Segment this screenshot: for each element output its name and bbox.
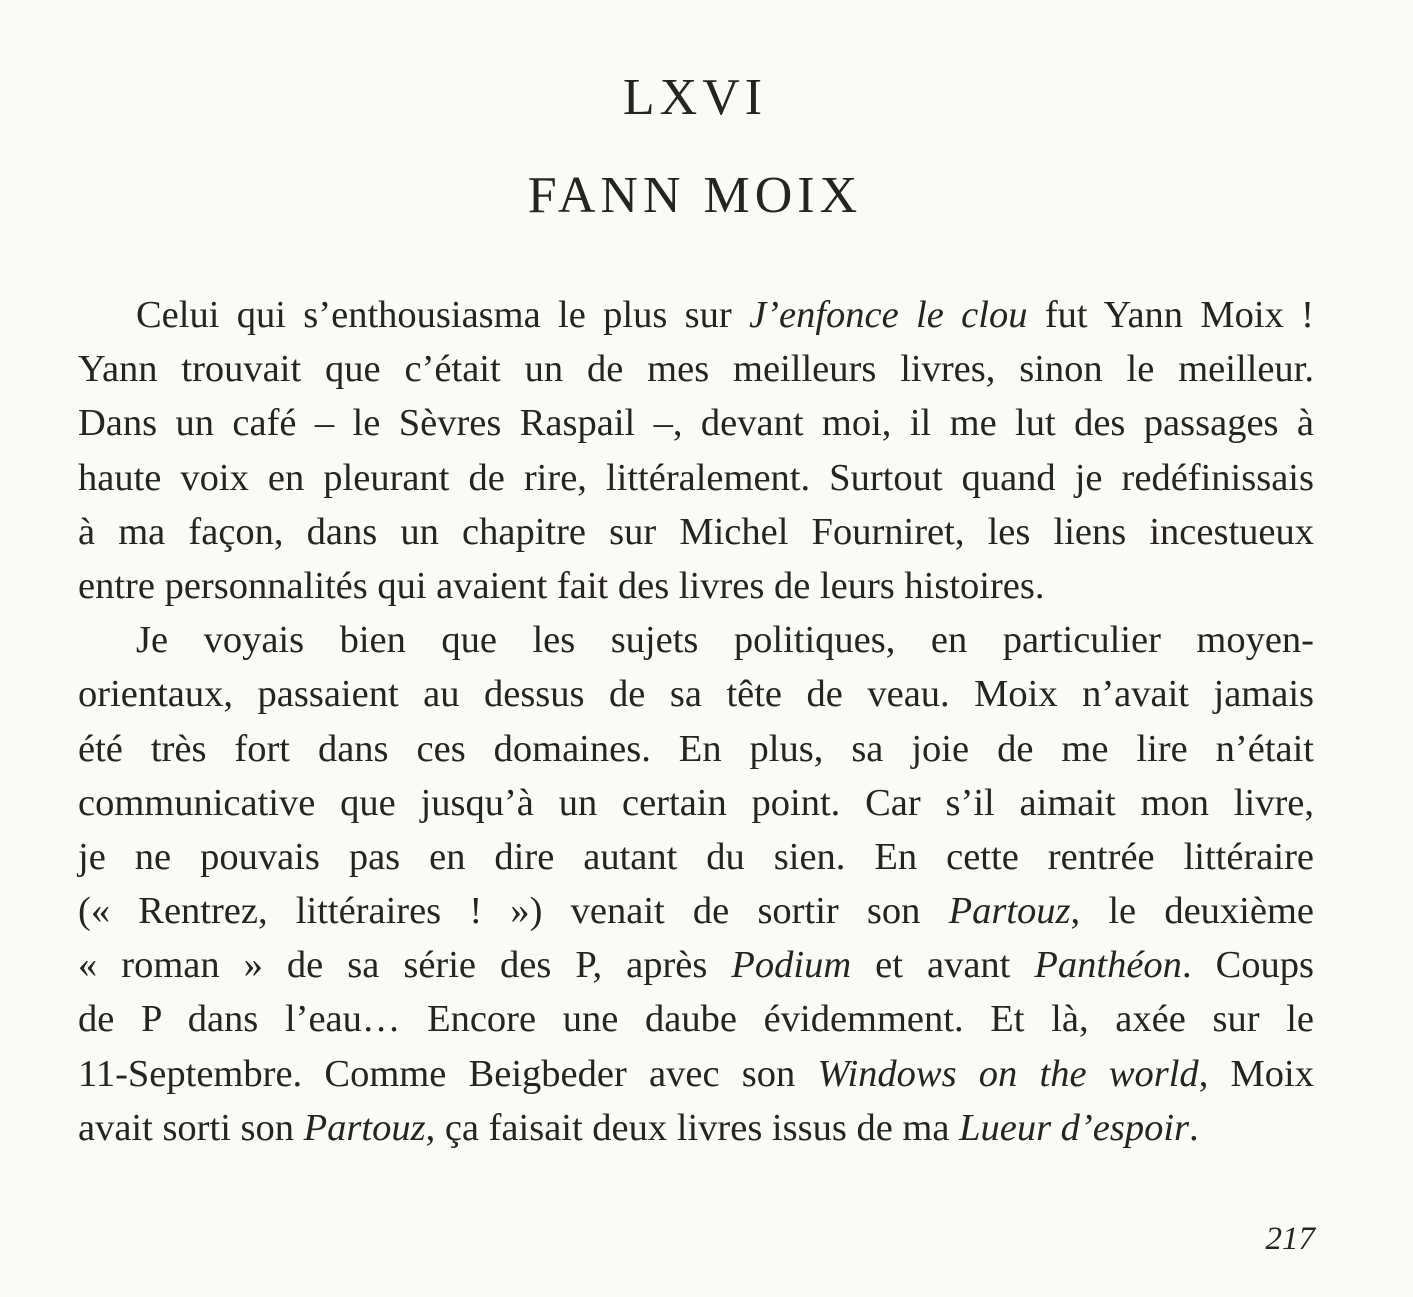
text-segment: « roman » de sa série des P, après	[78, 944, 732, 987]
text-line	[78, 288, 1314, 342]
paragraph	[78, 613, 1314, 1155]
text-segment: entre personnalités qui avaient fait des livres de leurs histoires.	[78, 564, 1045, 607]
text-segment: , le deuxième	[1070, 890, 1314, 933]
text-segment: 11-Septembre. Comme Beigbeder avec son	[78, 1052, 818, 1095]
text-segment: de P dans l’eau… Encore une daube évidemment. Et là, axée sur le	[78, 998, 1314, 1041]
text-segment: et avant	[851, 944, 1035, 987]
italic-title: Podium	[731, 944, 852, 987]
body-text	[78, 288, 1314, 1155]
italic-title: Partouz	[303, 1106, 426, 1149]
text-line	[78, 451, 1314, 505]
text-segment: Je voyais bien que les sujets politiques, en particulier moyen-	[136, 619, 1314, 662]
chapter-number: LXVI	[622, 69, 768, 126]
text-segment: fut Yann Moix !	[1027, 294, 1314, 336]
text-segment: , ça faisait deux livres issus de ma	[425, 1106, 960, 1149]
italic-title: Panthéon	[1034, 944, 1182, 987]
text-line	[78, 505, 1314, 559]
text-segment: avait sorti son	[78, 1106, 304, 1149]
text-segment: orientaux, passaient au dessus de sa tête de veau. Moix n’avait jamais	[78, 673, 1314, 716]
text-line	[78, 396, 1314, 450]
italic-title: Windows on the world	[817, 1052, 1199, 1095]
text-segment: .	[1189, 1106, 1199, 1149]
text-line	[78, 667, 1314, 721]
text-segment: Yann trouvait que c’était un de mes meilleurs livres, sinon le meilleur.	[78, 348, 1314, 391]
text-segment: Celui qui s’enthousiasma le plus sur	[136, 294, 750, 336]
text-line	[78, 938, 1314, 992]
text-line	[78, 1101, 1314, 1155]
text-line	[78, 884, 1314, 938]
text-segment: été très fort dans ces domaines. En plus, sa joie de me lire n’était	[78, 727, 1314, 770]
text-segment: communicative que jusqu’à un certain point. Car s’il aimait mon livre,	[78, 781, 1314, 824]
italic-title: J’enfonce le clou	[749, 294, 1028, 336]
text-line	[78, 342, 1314, 396]
text-segment: haute voix en pleurant de rire, littéralement. Surtout quand je redéfinissais	[78, 456, 1314, 499]
text-segment: . Coups	[1181, 944, 1314, 987]
text-line	[78, 1047, 1314, 1101]
paragraph	[78, 288, 1314, 613]
text-line	[78, 722, 1314, 776]
text-segment: , Moix	[1198, 1052, 1314, 1095]
page-number: 217	[1265, 1221, 1315, 1257]
text-line	[78, 613, 1314, 667]
text-line	[78, 830, 1314, 884]
text-segment: Dans un café – le Sèvres Raspail –, devant moi, il me lut des passages à	[78, 402, 1314, 445]
text-segment: (« Rentrez, littéraires ! ») venait de sortir son	[78, 890, 949, 933]
text-line	[78, 776, 1314, 830]
italic-title: Lueur d’espoir	[959, 1106, 1190, 1149]
chapter-title: FANN MOIX	[527, 167, 863, 224]
text-line	[78, 992, 1314, 1046]
text-segment: je ne pouvais pas en dire autant du sien. En cette rentrée littéraire	[78, 835, 1314, 878]
italic-title: Partouz	[948, 890, 1071, 933]
text-line	[78, 559, 1314, 613]
text-segment: à ma façon, dans un chapitre sur Michel Fourniret, les liens incestueux	[78, 510, 1314, 553]
